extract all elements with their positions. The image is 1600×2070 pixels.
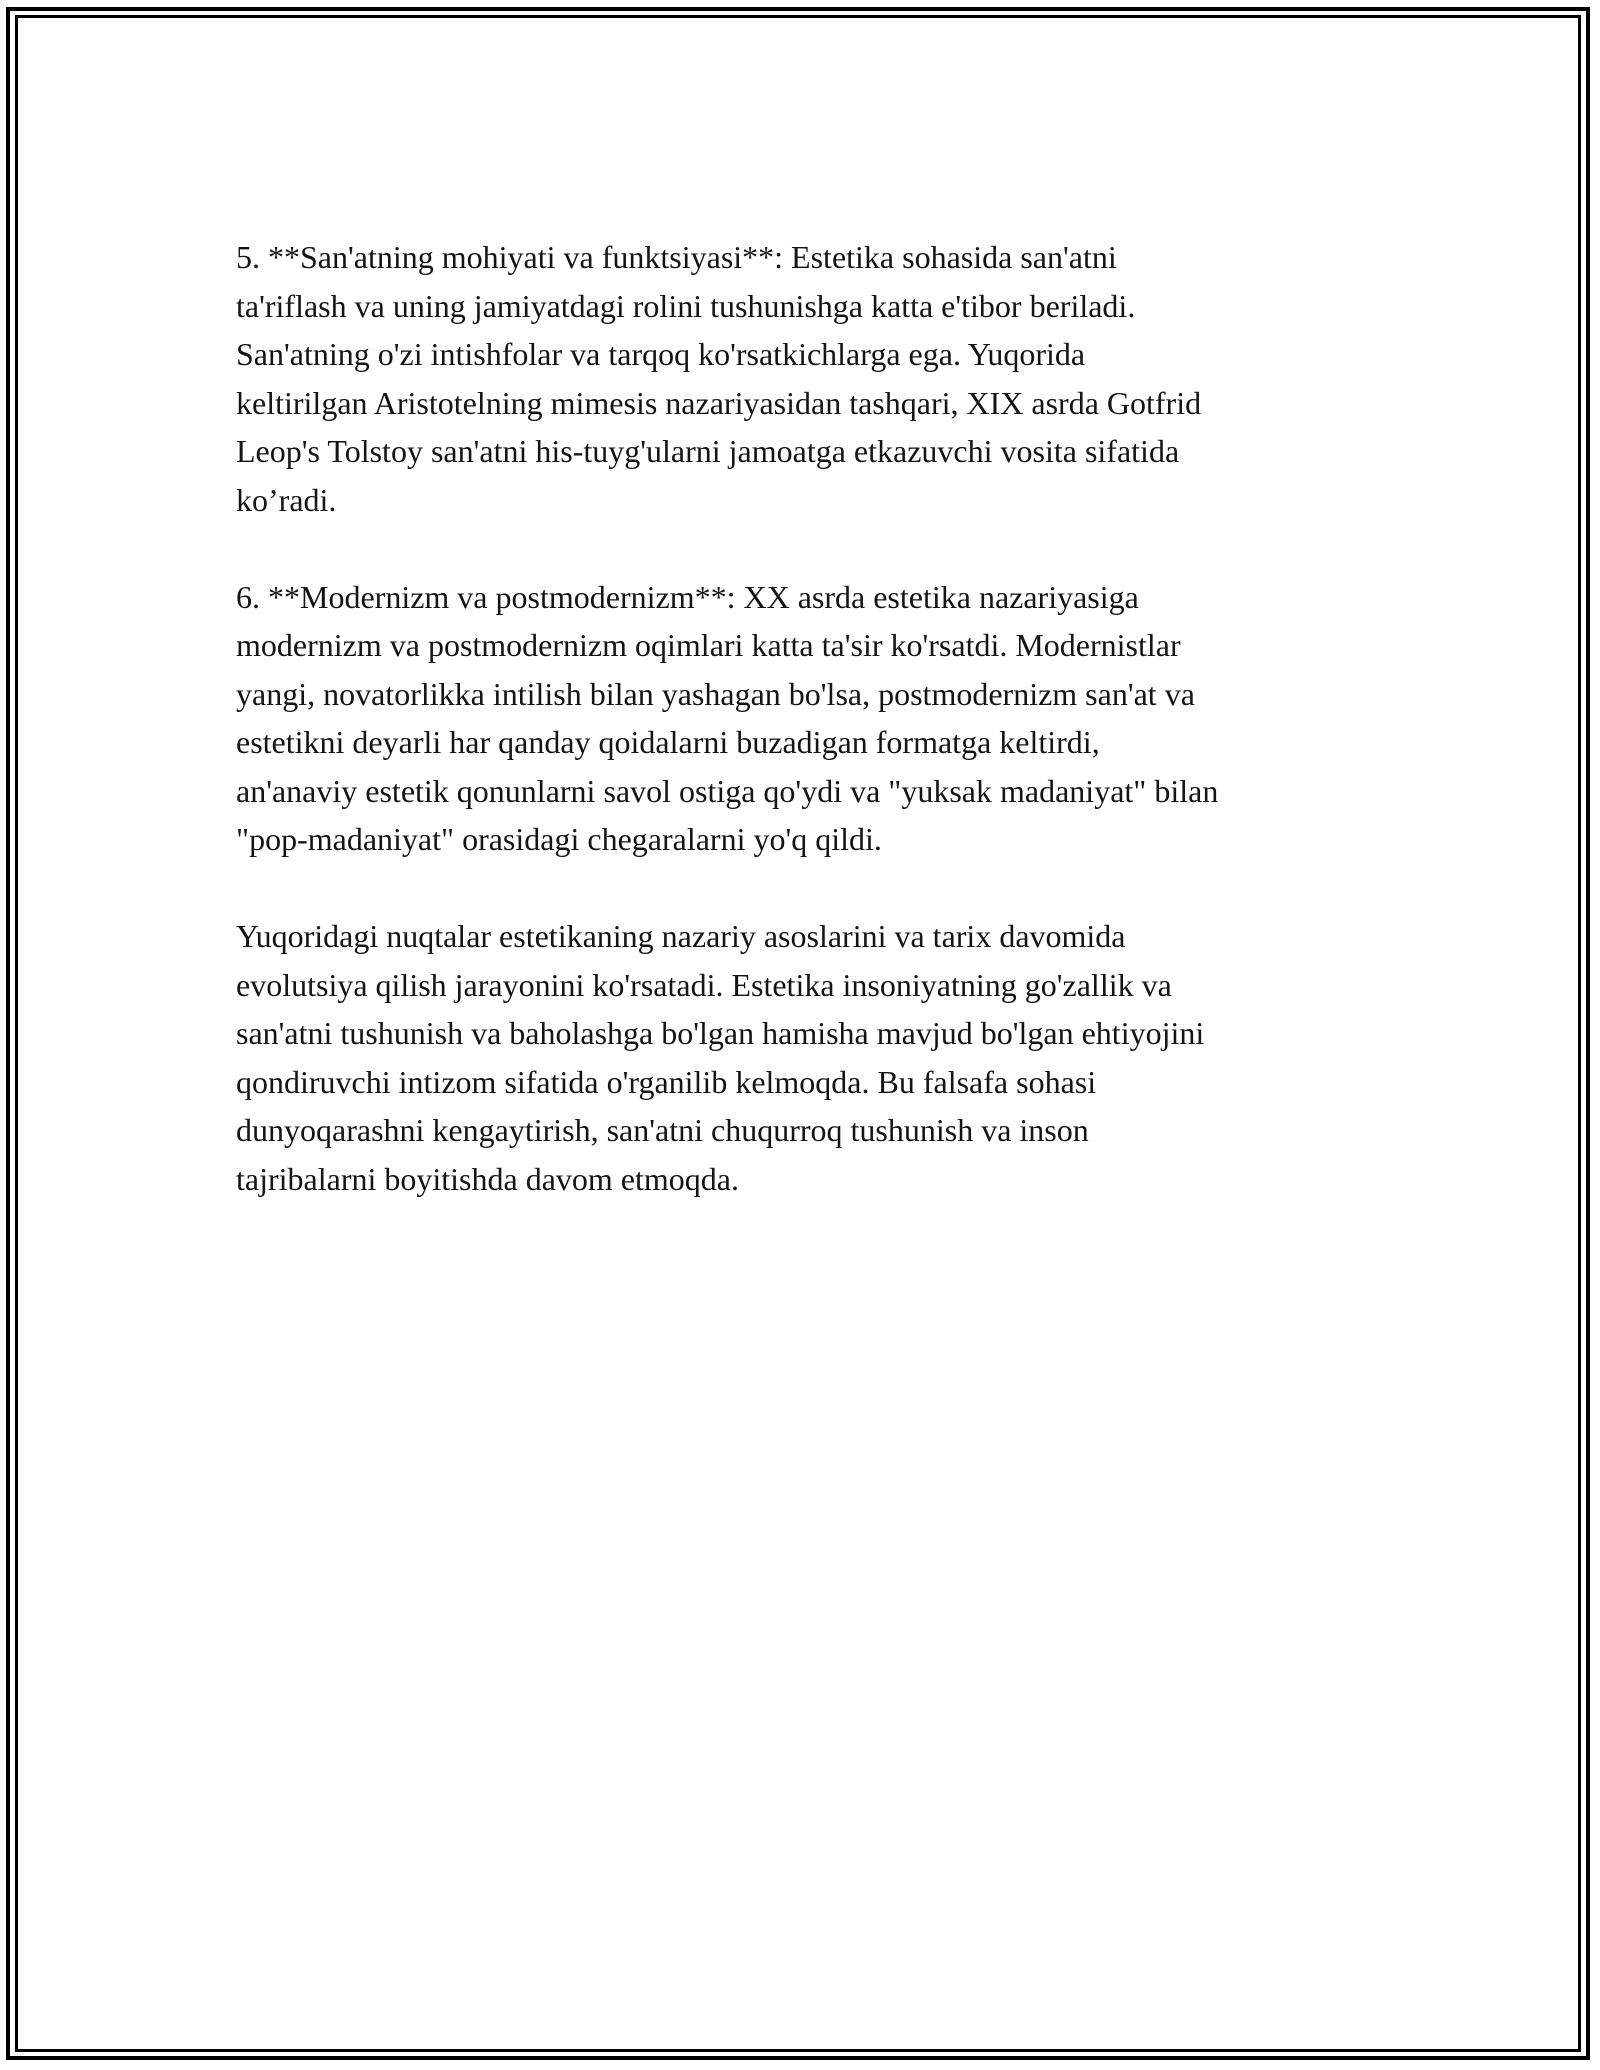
text-line: estetikni deyarli har qanday qoidalarni buzadigan formatga keltirdi,	[236, 724, 1100, 760]
text-line: ko’radi.	[236, 481, 337, 518]
text-line: san'atni tushunish va baholashga bo'lgan hamisha mavjud bo'lgan ehtiyojini	[236, 1015, 1205, 1051]
text-line: modernizm va postmodernizm oqimlari katta ta'sir ko'rsatdi. Modernistlar	[236, 627, 1181, 663]
text-line: tajribalarni boyitishda davom etmoqda.	[236, 1160, 739, 1197]
paragraph-modernizm	[236, 573, 1366, 864]
paragraph-san-atning-mohiyati	[236, 233, 1366, 524]
text-line: ta'riflash va uning jamiyatdagi rolini tushunishga katta e'tibor beriladi.	[236, 287, 1136, 324]
document-body	[236, 233, 1366, 1252]
text-line: "pop-madaniyat" orasidagi chegaralarni yo'q qildi.	[236, 821, 882, 857]
text-line: keltirilgan Aristotelning mimesis nazariyasidan tashqari, XIX asrda Gotfrid	[236, 384, 1202, 421]
text-line: 6. **Modernizm va postmodernizm**: XX asrda estetika nazariyasiga	[236, 578, 1139, 615]
text-line: San'atning o'zi intishfolar va tarqoq ko'rsatkichlarga ega. Yuqorida	[236, 336, 1086, 372]
text-line: qondiruvchi intizom sifatida o'rganilib kelmoqda. Bu falsafa sohasi	[236, 1063, 1097, 1100]
text-line: Leop's Tolstoy san'atni his-tuyg'ularni jamoatga etkazuvchi vosita sifatida	[236, 433, 1180, 469]
text-line: Yuqoridagi nuqtalar estetikaning nazariy asoslarini va tarix davomida	[236, 918, 1126, 954]
paragraph-conclusion	[236, 912, 1366, 1203]
text-line: an'anaviy estetik qonunlarni savol ostiga qo'ydi va "yuksak madaniyat" bilan	[236, 772, 1219, 809]
text-line: evolutsiya qilish jarayonini ko'rsatadi. Estetika insoniyatning go'zallik va	[236, 966, 1172, 1003]
text-line: 5. **San'atning mohiyati va funktsiyasi**: Estetika sohasida san'atni	[236, 239, 1117, 275]
text-line: yangi, novatorlikka intilish bilan yashagan bo'lsa, postmodernizm san'at va	[236, 675, 1195, 712]
text-line: dunyoqarashni kengaytirish, san'atni chuqurroq tushunish va inson	[236, 1112, 1089, 1148]
